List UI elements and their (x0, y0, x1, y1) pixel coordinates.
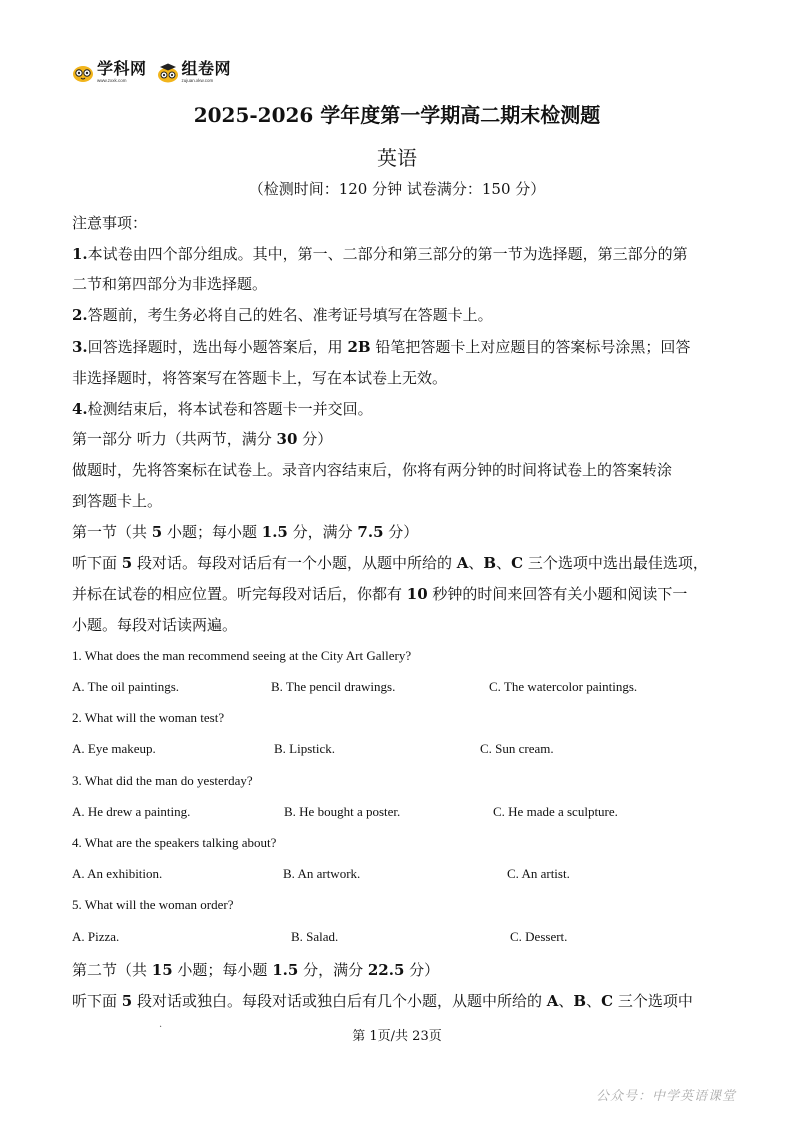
section1-heading (72, 521, 418, 542)
logo-xuekewang (72, 62, 147, 84)
question-4: 4. What are the speakers talking about? (72, 835, 277, 850)
separator: 、 (496, 554, 512, 572)
section2-heading (72, 959, 439, 980)
heading-text: 分） (297, 430, 333, 448)
heading-text: 第二节（共 (72, 961, 152, 979)
instr-number: 5 (121, 554, 133, 572)
q1-option-b: B. The pencil drawings. (271, 679, 396, 694)
heading-text: 分，满分 (287, 523, 358, 541)
score-total: 22.5 (367, 961, 405, 979)
heading-text: 分） (404, 961, 440, 979)
q4-option-b: B. An artwork. (283, 866, 361, 881)
heading-text: 分，满分 (298, 961, 368, 979)
part1-heading (72, 428, 332, 449)
q2-option-a: A. Eye makeup. (72, 741, 156, 756)
question-1: 1. What does the man recommend seeing at the City Art Gallery? (72, 648, 412, 663)
notice-item-num: 1. (72, 245, 88, 263)
q5-option-c: C. Dessert. (510, 929, 568, 944)
instr-number: 5 (121, 992, 133, 1010)
instr-number: 10 (406, 585, 428, 603)
instr-text: 并标在试卷的相应位置。听完每段对话后，你都有 (72, 585, 407, 603)
question-3: 3. What did the man do yesterday? (72, 773, 253, 788)
section2-instruction (72, 990, 693, 1011)
notice-item-1 (72, 243, 688, 264)
header-logos (72, 60, 231, 86)
instr-text: 段对话或独白。每段对话或独白后有几个小题，从题中所给的 (132, 992, 547, 1010)
instr-text: 秒钟的时间来回答有关小题和阅读下一 (427, 585, 688, 603)
notice-item-text: 铅笔把答题卡上对应题目的答案标号涂黑；回答 (370, 338, 691, 356)
notice-item-3 (72, 336, 690, 357)
q5-option-a: A. Pizza. (72, 929, 120, 944)
notice-item-text: 本试卷由四个部分组成。其中，第一、二部分和第三部分的第一节为选择题，第三部分的第 (87, 245, 688, 263)
heading-score: 30 (276, 430, 298, 448)
heading-text: 分） (383, 523, 419, 541)
notice-item-4 (72, 398, 373, 419)
instr-text: 三个选项中 (613, 992, 693, 1010)
q5-option-b: B. Salad. (291, 929, 339, 944)
q4-option-a: A. An exhibition. (72, 866, 163, 881)
heading-text: 第一节（共 (72, 523, 152, 541)
option-letter: C (601, 992, 614, 1010)
section1-instruction (72, 552, 708, 573)
score-each: 1.5 (272, 961, 299, 979)
q3-option-b: B. He bought a poster. (284, 804, 401, 819)
q3-option-a: A. He drew a painting. (72, 804, 191, 819)
part1-instruction: 做题时，先将答案标在试卷上。录音内容结束后，你将有两分钟的时间将试卷上的答案转涂 (72, 461, 673, 479)
separator: 、 (586, 992, 602, 1010)
question-2: 2. What will the woman test? (72, 710, 225, 725)
notice-item-text: 检测结束后，将本试卷和答题卡一并交回。 (87, 400, 373, 418)
instr-text: 段对话。每段对话后有一个小题，从题中所给的 (132, 554, 457, 572)
subject-title: 英语 (377, 146, 417, 170)
instr-text: 听下面 (72, 554, 122, 572)
instr-text: 三个选项中选出最佳选项， (523, 554, 708, 572)
graduate-owl-icon (157, 63, 179, 83)
question-count: 15 (151, 961, 173, 979)
separator: 、 (468, 554, 484, 572)
part1-instruction-cont: 到答题卡上。 (72, 492, 163, 510)
question-count: 5 (151, 523, 163, 541)
notice-item-text: 答题前，考生务必将自己的姓名、准考证号填写在答题卡上。 (87, 306, 493, 324)
q3-option-c: C. He made a sculpture. (493, 804, 618, 819)
logo-zujuanwang-text: 组卷网 (181, 61, 232, 79)
logo-zujuanwang-url: zujuan.xkw.com (181, 78, 214, 84)
logo-xuekewang-text: 学科网 (97, 61, 147, 79)
heading-text: 小题；每小题 (162, 523, 262, 541)
notice-item-num: 3. (72, 338, 88, 356)
q1-option-a: A. The oil paintings. (72, 679, 180, 694)
notice-item-3-cont: 非选择题时，将答案写在答题卡上，写在本试卷上无效。 (72, 369, 448, 387)
footer-dot: · (159, 1022, 163, 1033)
notice-item-num: 2. (72, 306, 88, 324)
heading-text: 小题；每小题 (172, 961, 273, 979)
owl-icon (72, 63, 94, 83)
option-letter: C (511, 554, 524, 572)
section1-instruction-cont (72, 583, 687, 604)
notice-item-2 (72, 304, 493, 325)
heading-text: 第一部分 听力（共两节，满分 (72, 430, 277, 448)
page-number: 第 1页/共 23页 (352, 1029, 442, 1044)
separator: 、 (558, 992, 574, 1010)
watermark: 公众号：中学英语课堂 (595, 1089, 736, 1104)
option-letter: A (456, 554, 469, 572)
q2-option-b: B. Lipstick. (274, 741, 336, 756)
notice-item-1-cont: 二节和第四部分为非选择题。 (72, 275, 268, 293)
q4-option-c: C. An artist. (507, 866, 570, 881)
exam-meta: （检测时间：120 分钟 试卷满分：150 分） (248, 180, 546, 198)
q2-option-c: C. Sun cream. (480, 741, 554, 756)
notice-item-text: 回答选择题时，选出每小题答案后，用 (87, 338, 348, 356)
q1-option-c: C. The watercolor paintings. (489, 679, 638, 694)
option-letter: B (573, 992, 587, 1010)
score-total: 7.5 (357, 523, 384, 541)
option-letter: B (483, 554, 497, 572)
section1-instruction-end: 小题。每段对话读两遍。 (72, 616, 238, 634)
notice-heading: 注意事项： (72, 214, 148, 232)
score-each: 1.5 (261, 523, 288, 541)
notice-item-num: 4. (72, 400, 88, 418)
pencil-grade: 2B (347, 338, 371, 356)
page-title: 2025-2026 学年度第一学期高二期末检测题 (193, 103, 601, 127)
logo-xuekewang-url: www.zxxk.com (97, 78, 127, 84)
logo-zujuanwang (157, 62, 232, 84)
option-letter: A (546, 992, 559, 1010)
instr-text: 听下面 (72, 992, 122, 1010)
question-5: 5. What will the woman order? (72, 897, 234, 912)
